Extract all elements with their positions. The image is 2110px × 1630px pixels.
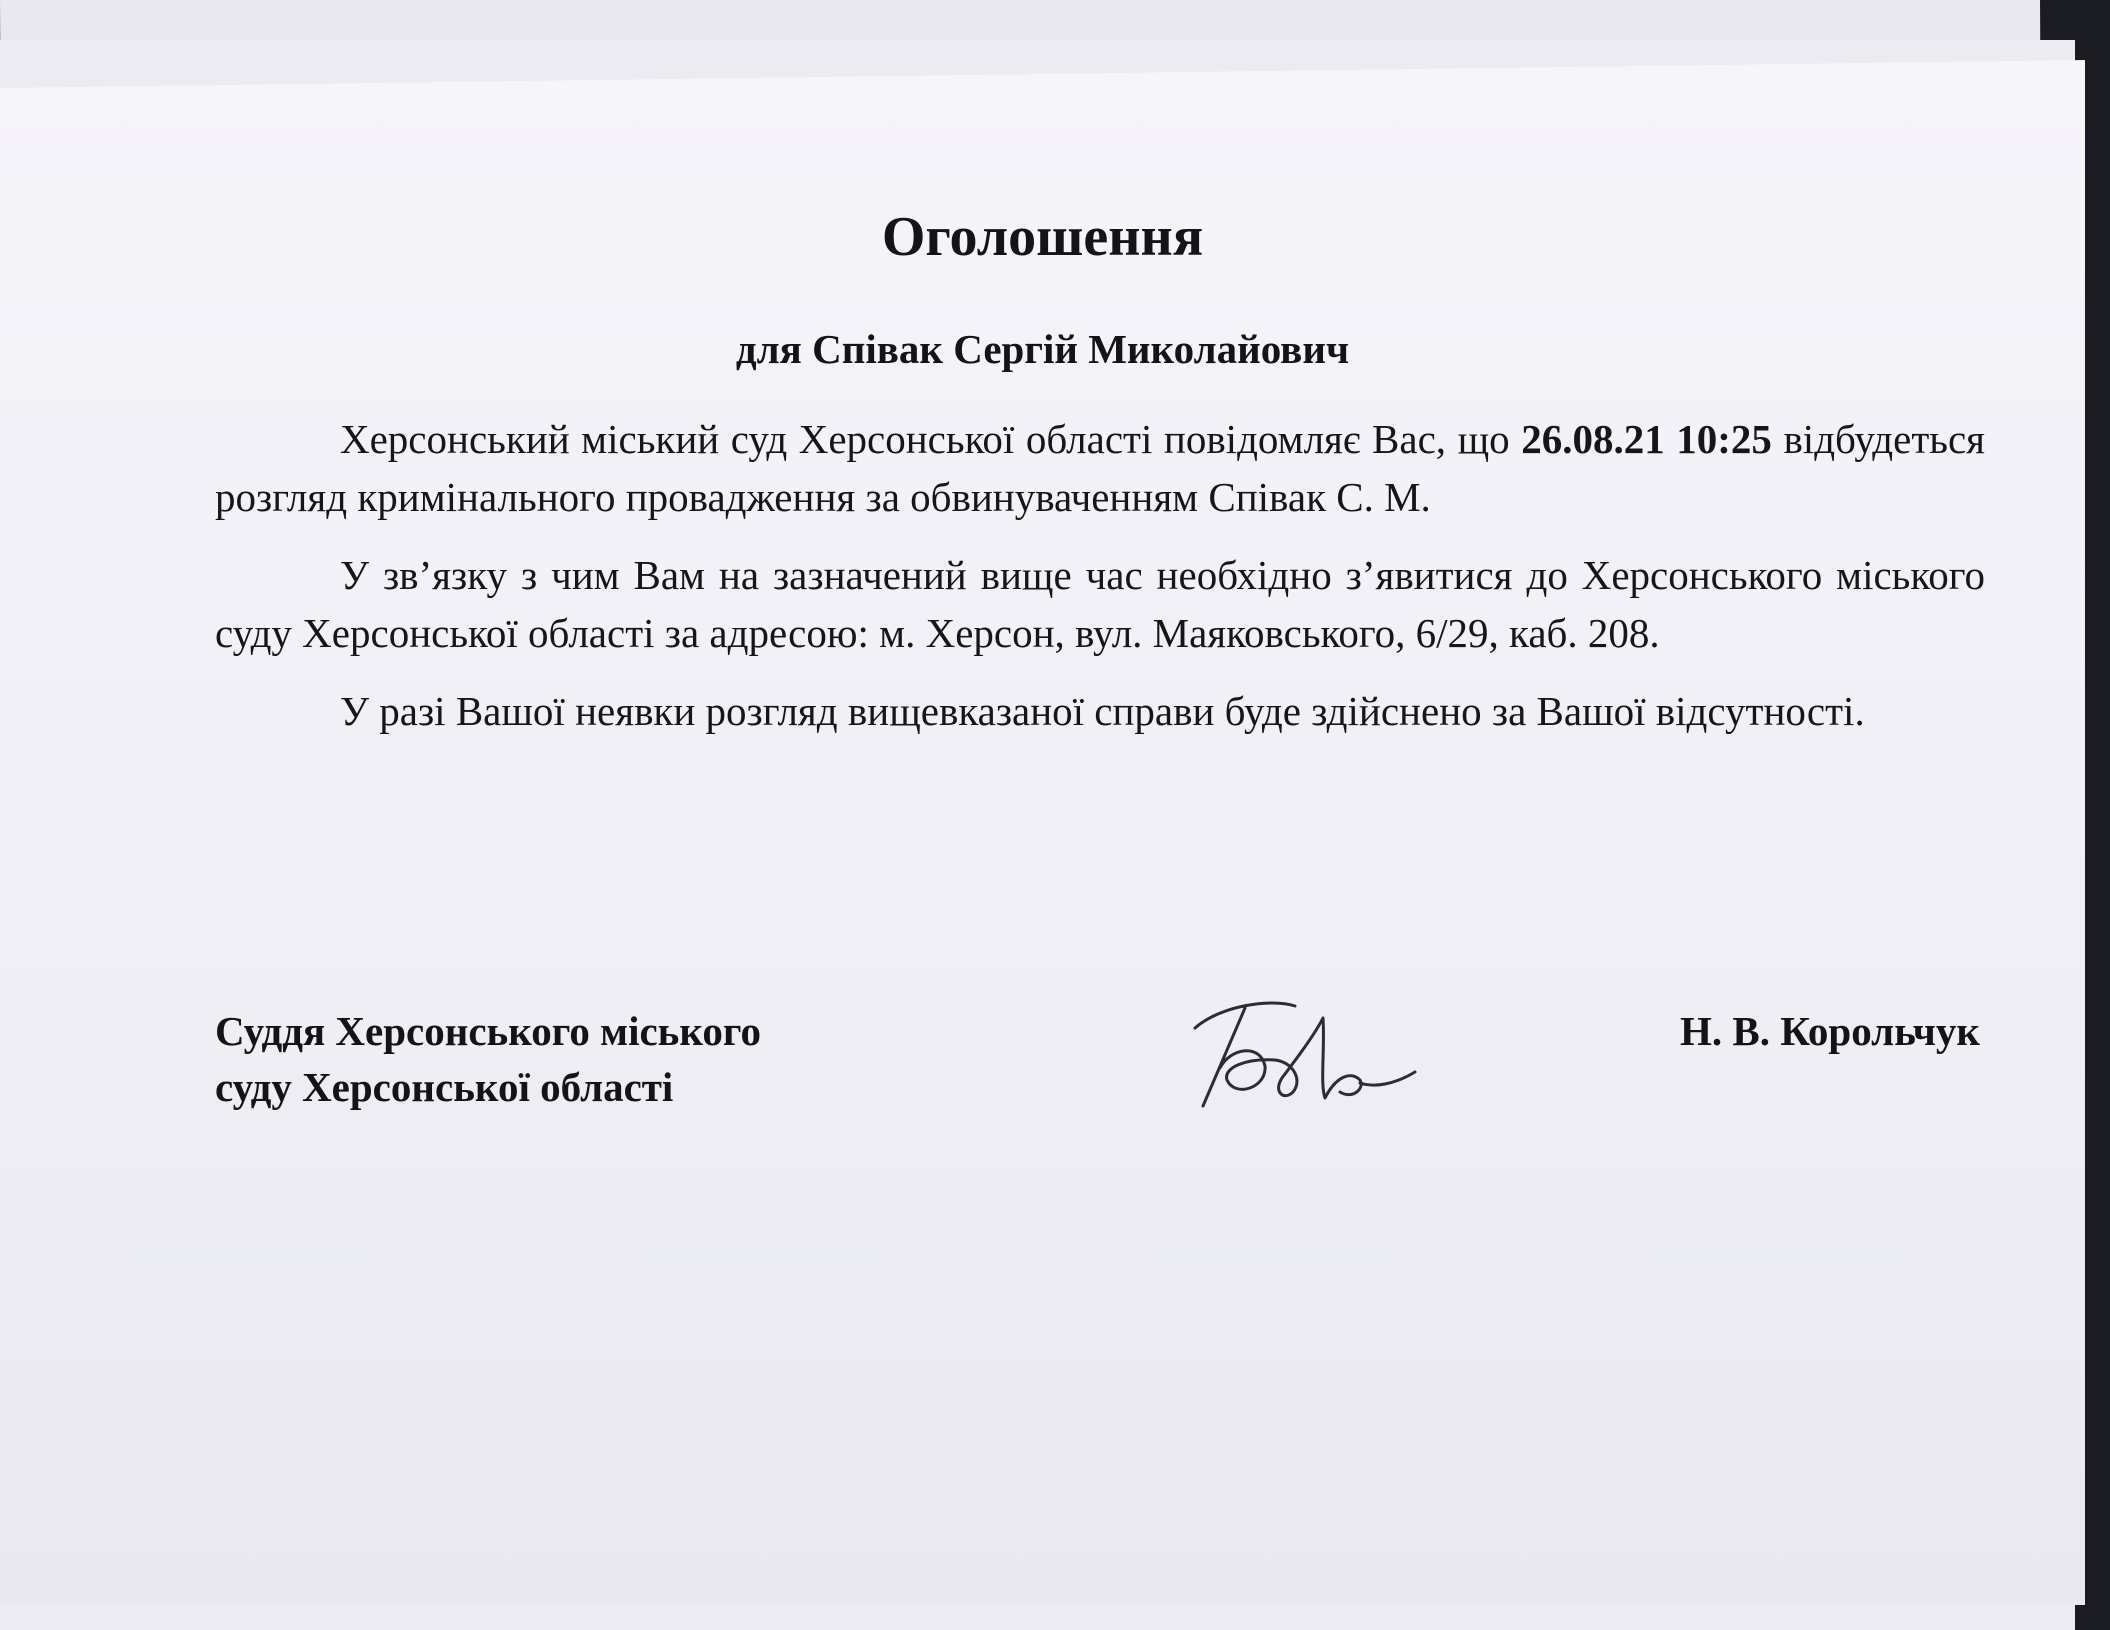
document-title: Оголошення [881, 206, 1204, 268]
notice-text-end: відбудеться розгляд кримінального провадження за обвинуваченням Співак С. М. [215, 416, 1986, 520]
recipient-line: для Співак Сергій Миколайович [735, 326, 1350, 372]
judge-position-line-1: Суддя Херсонського міського [215, 1008, 762, 1054]
judge-position [215, 1003, 761, 1115]
announcement-body [215, 410, 1985, 760]
absence-paragraph: У разі Вашої неявки розгляд вищевказаної справи буде здійснено за Вашої відсутності. [340, 688, 1865, 734]
summons-paragraph: У зв’язку з чим Вам на зазначений вище час необхідно з’явитися до Херсонського міського суду Херсонської області за адресою: м. Херсон, вул. Маяковського, 6/29, каб. 208. [215, 552, 1985, 656]
announcement-page [0, 60, 2085, 1605]
handwritten-signature [1175, 988, 1425, 1118]
notice-paragraph [215, 410, 1985, 526]
notice-text-start: Херсонський міський суд Херсонської області повідомляє Вас, що [340, 416, 1522, 462]
judge-position-line-2: суду Херсонської області [215, 1064, 674, 1110]
hearing-datetime: 26.08.21 10:25 [1521, 416, 1772, 462]
judge-name: Н. В. Корольчук [1680, 1008, 1980, 1054]
